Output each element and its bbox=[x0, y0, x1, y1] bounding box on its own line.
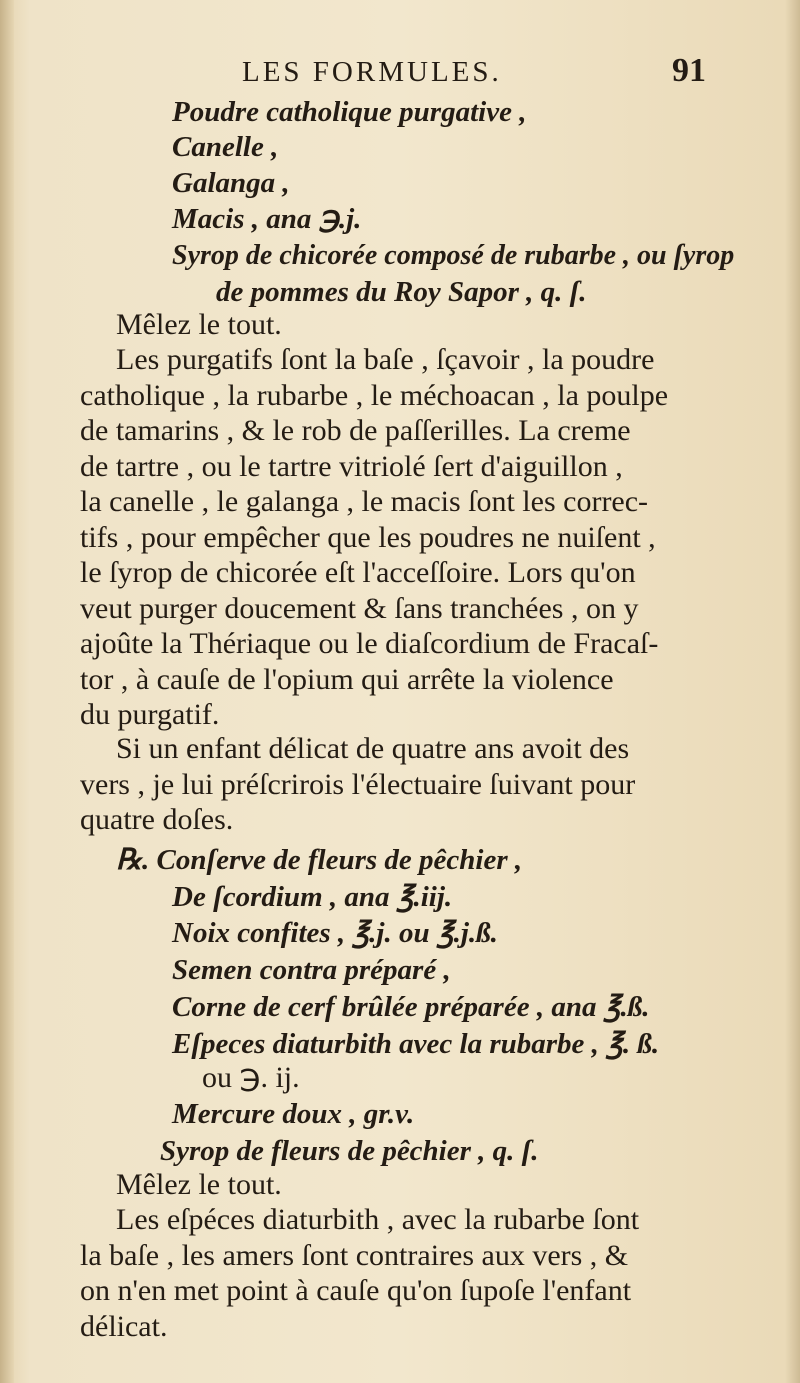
formula-line: Syrop de fleurs de pêchier , q. ſ. bbox=[160, 1135, 539, 1167]
formula-line: de pommes du Roy Sapor , q. ſ. bbox=[216, 276, 587, 308]
page-number: 91 bbox=[672, 52, 706, 89]
text-line: Les purgatifs ſont la baſe , ſçavoir , la poudre bbox=[116, 343, 655, 376]
page-binding-edge bbox=[0, 0, 14, 1383]
formula-line: Poudre catholique purgative , bbox=[172, 96, 527, 128]
text-line: vers , je lui préſcrirois l'électuaire ſuivant pour bbox=[80, 768, 636, 801]
text-line: Les eſpéces diaturbith , avec la rubarbe ſont bbox=[116, 1203, 640, 1236]
formula-line: Noix confites , ℥.j. ou ℥.j.ß. bbox=[172, 917, 498, 949]
text-line: catholique , la rubarbe , le méchoacan , la poulpe bbox=[80, 379, 669, 412]
formula-line: Corne de cerf brûlée préparée , ana ℥.ß. bbox=[172, 991, 650, 1023]
text-line: Mêlez le tout. bbox=[116, 308, 282, 341]
formula-line: Mercure doux , gr.v. bbox=[172, 1098, 415, 1130]
text-line: la canelle , le galanga , le macis ſont les correc- bbox=[80, 485, 649, 518]
text-line: de tamarins , & le rob de paſſerilles. La creme bbox=[80, 414, 631, 447]
text-line: délicat. bbox=[80, 1310, 168, 1343]
text-line: quatre doſes. bbox=[80, 803, 234, 836]
formula-line: Eſpeces diaturbith avec la rubarbe , ℥. ß. bbox=[172, 1028, 660, 1060]
text-line: Mêlez le tout. bbox=[116, 1168, 282, 1201]
formula-line: ℞. Conſerve de fleurs de pêchier , bbox=[116, 844, 523, 876]
formula-line: Canelle , bbox=[172, 131, 279, 163]
text-line: de tartre , ou le tartre vitriolé ſert d'aiguillon , bbox=[80, 450, 623, 483]
text-line: Si un enfant délicat de quatre ans avoit des bbox=[116, 732, 630, 765]
formula-line: Syrop de chicorée composé de rubarbe , ou ſyrop bbox=[172, 240, 735, 271]
text-line: ajoûte la Thériaque ou le diaſcordium de Fracaſ- bbox=[80, 627, 659, 660]
text-line: tor , à cauſe de l'opium qui arrête la violence bbox=[80, 663, 614, 696]
text-line: on n'en met point à cauſe qu'on ſupoſe l'enfant bbox=[80, 1274, 632, 1307]
running-title: LES FORMULES. bbox=[242, 56, 502, 88]
text-line: du purgatif. bbox=[80, 698, 220, 731]
formula-line: ou ℈. ij. bbox=[202, 1061, 300, 1094]
formula-line: Macis , ana ℈.j. bbox=[172, 203, 362, 235]
text-line: le ſyrop de chicorée eſt l'acceſſoire. Lors qu'on bbox=[80, 556, 636, 589]
formula-line: De ſcordium , ana ℥.iij. bbox=[172, 881, 453, 913]
text-line: la baſe , les amers ſont contraires aux vers , & bbox=[80, 1239, 629, 1272]
text-line: tifs , pour empêcher que les poudres ne nuiſent , bbox=[80, 521, 656, 554]
text-line: veut purger doucement & ſans tranchées , on y bbox=[80, 592, 639, 625]
formula-line: Galanga , bbox=[172, 167, 290, 199]
formula-line: Semen contra préparé , bbox=[172, 954, 451, 986]
